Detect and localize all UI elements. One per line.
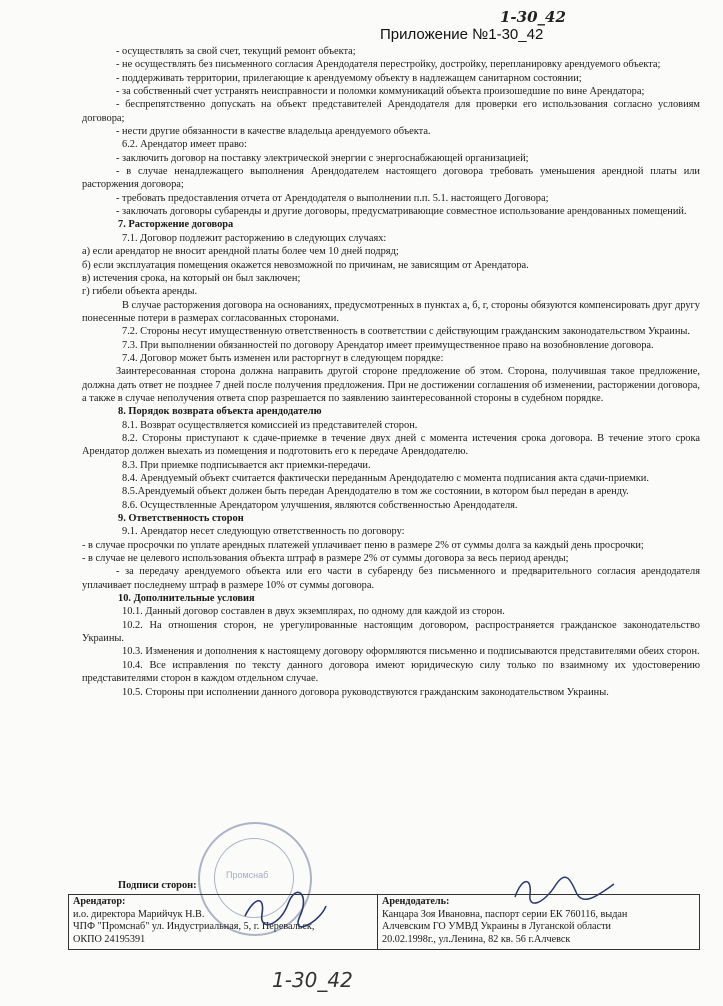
tenant-line: и.о. директора Марийчук Н.В. [73,908,205,920]
paragraph: 8.3. При приемке подписывается акт приемки-передачи. [122,459,371,471]
paragraph: 10.5. Стороны при исполнении данного договора руководствуются гражданским законодательством Украины. [122,686,609,698]
paragraph: 10.4. Все исправления по тексту данного договора имеют юридическую силу только по взаимному их удостоверению представителями сторон в каждом отдельном случае. [82,659,700,685]
contract-body [82,45,700,699]
paragraph: 10.1. Данный договор составлен в двух экземплярах, по одному для каждой из сторон. [122,606,505,618]
paragraph: б) если эксплуатация помещения окажется невозможной по причинам, не зависящим от Арендатора. [82,259,529,271]
paragraph: - заключать договоры субаренды и другие договоры, предусматривающие совместное использование арендованных помещений. [116,206,687,218]
paragraph: 7.2. Стороны несут имущественную ответственность в соответствии с действующим гражданским законодательством Украины. [122,326,690,338]
paragraph: - беспрепятственно допускать на объект представителей Арендодателя для проверки его использования согласно условиям договора; [82,99,700,124]
paragraph: - нести другие обязанности в качестве владельца арендуемого объекта. [116,126,431,138]
paragraph: 8.1. Возврат осуществляется комиссией из представителей сторон. [122,419,418,431]
paragraph: - в случае просрочки по уплате арендных платежей уплачивает пеню в размере 2% от суммы долга за каждый день просрочки; [82,539,644,551]
paragraph: 10.2. На отношения сторон, не урегулированные настоящим договором, распространяется гражданское законодательство Украины. [82,619,700,645]
signatures-title: Подписи сторон: [118,880,197,891]
paragraph: 7.4. Договор может быть изменен или расторгнут в следующем порядке: [122,352,444,364]
tenant-line: ОКПО 24195391 [73,933,146,945]
handwritten-number-bottom: 1-30_42 [272,968,353,992]
paragraph: - за передачу арендуемого объекта или его части в субаренду без письменного и предварительного согласия арендодателя уплачивает последнему штраф в размере 10% от суммы договора. [82,566,700,591]
landlord-line: Алчевским ГО УМВД Украины в Луганской области [382,921,612,933]
landlord-line: 20.02.1998г., ул.Ленина, 82 кв. 56 г.Алчевск [382,933,571,945]
paragraph: 7.3. При выполнении обязанностей по договору Арендатор имеет преимущественное право на возобновление договора. [122,339,654,351]
paragraph: В случае расторжения договора на основаниях, предусмотренных в пунктах а, б, г, стороны обязуются компенсировать друг другу понесенные потери в размерах согласованных сторонами. [82,299,700,324]
paragraph: 9.1. Арендатор несет следующую ответственность по договору: [122,526,405,538]
section-heading: 8. Порядок возврата объекта арендодателю [118,406,322,418]
paragraph: Заинтересованная сторона должна направить другой стороне предложение об этом. Сторона, получившая такое предложение, должна дать ответ не позднее 7 дней после получения предложения. При не достижении соглашения об изменении, расторжении договора, а также в случае неполучения ответа спор разрешается по заявлению заинтересованной стороны в судебном порядке. [82,366,701,404]
paragraph: - заключить договор на поставку электрической энергии с энергоснабжающей организацией; [116,152,529,164]
paragraph: 8.6. Осуществленные Арендатором улучшения, являются собственностью Арендодателя. [122,499,518,511]
paragraph: 10.3. Изменения и дополнения к настоящему договору оформляются письменно и подписываются представителями обеих сторон. [122,646,700,658]
paragraph: 8.5.Арендуемый объект должен быть передан Арендодателю в том же состоянии, в котором был передан в аренду. [122,486,629,498]
appendix-title: Приложение №1-30_42 [380,26,544,43]
paragraph: 8.2. Стороны приступают к сдаче-приемке в течение двух дней с момента истечения срока договора. В течение этого срока Арендатор должен выехать из помещения и подготовить его к передаче Арендодателю. [82,432,700,458]
paragraph: - осуществлять за свой счет, текущий ремонт объекта; [116,46,356,57]
paragraph: а) если арендатор не вносит арендной платы более чем 10 дней подряд; [82,246,399,258]
tenant-line: ЧПФ "Промснаб" ул. Индустриальная, 5, г. Перевальск, [73,921,315,933]
landlord-signature-graphic [510,872,620,912]
landlord-line: Канцара Зоя Ивановна, паспорт серии ЕК 760116, выдан [382,908,628,920]
section-heading: 10. Дополнительные условия [118,593,255,605]
paragraph: - за собственный счет устранять неисправности и поломки коммуникаций объекта произошедшие по вине Арендатора; [116,86,645,98]
paragraph: 6.2. Арендатор имеет право: [122,139,247,151]
paragraph: - в случае ненадлежащего выполнения Арендодателем настоящего договора требовать уменьшения арендной платы или расторжения договора; [82,166,700,191]
landlord-label: Арендодатель: [382,896,450,907]
tenant-block [69,895,378,949]
paragraph: в) истечения срока, на который он был заключен; [82,272,301,284]
paragraph: 8.4. Арендуемый объект считается фактически переданным Арендодателю с момента подписания акта сдачи-приемки. [122,473,649,484]
section-heading: 7. Расторжение договора [118,219,234,231]
paragraph: г) гибели объекта аренды. [82,286,198,298]
paragraph: - не осуществлять без письменного согласия Арендодателя перестройку, достройку, перепланировку арендуемого объекта; [116,59,661,71]
tenant-label: Арендатор: [73,896,126,907]
paragraph: - поддерживать территории, прилегающие к арендуемому объекту в надлежащем санитарном состоянии; [116,72,582,84]
stamp-text: Промснаб [226,870,269,880]
paragraph: - требовать предоставления отчета от Арендодателя о выполнении п.п. 5.1. настоящего Договора; [116,192,549,204]
handwritten-number-top: 1-30_42 [500,8,566,26]
paragraph: - в случае не целевого использования объекта штраф в размере 2% от суммы договора за весь период аренды; [82,553,569,565]
section-heading: 9. Ответственность сторон [118,513,244,525]
paragraph: 7.1. Договор подлежит расторжению в следующих случаях: [122,232,387,244]
tenant-signature-graphic [240,886,330,936]
